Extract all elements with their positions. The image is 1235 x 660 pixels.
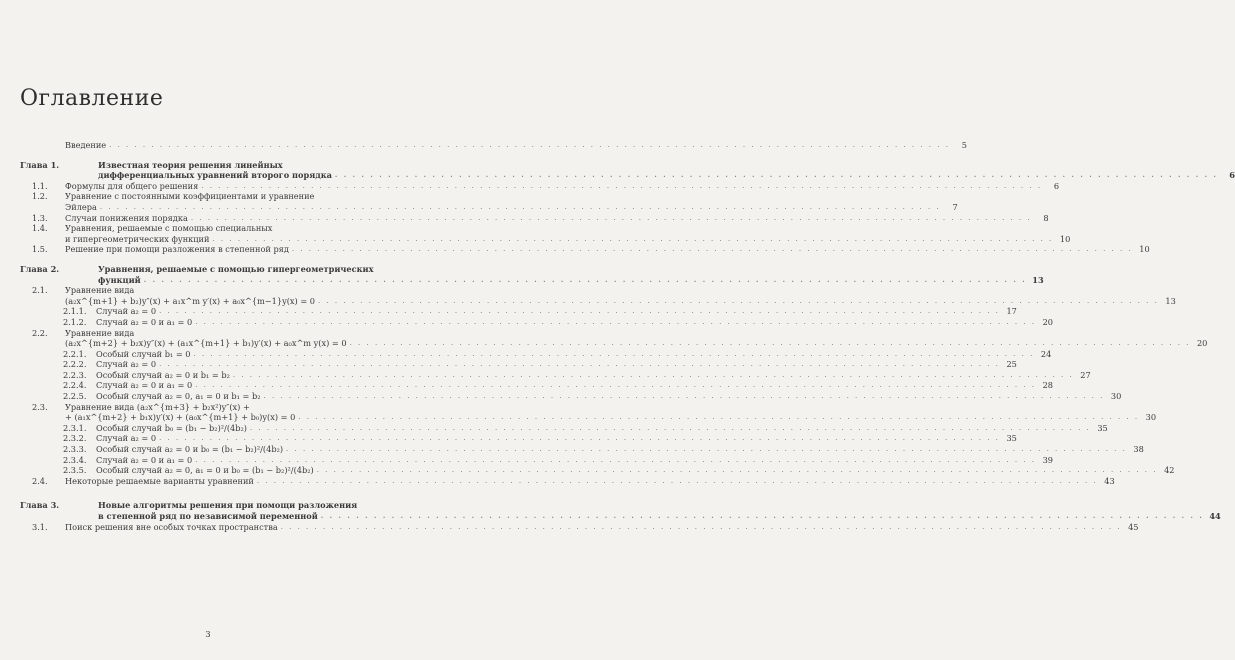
toc-formula: (a₂x^{m+1} + b₂)y″(x) + a₁x^m y′(x) + a₀x^{m−1}y(x) = 0 <box>65 295 315 306</box>
toc-subsection[interactable] <box>20 465 1175 476</box>
toc-page-number: 45 <box>1128 521 1139 532</box>
toc-entry-text: Особый случай a₂ = 0, a₁ = 0 и b₀ = (b₁ − b₂)²/(4b₂) <box>96 465 314 476</box>
toc-entry-text: Введение <box>65 140 107 150</box>
toc-entry-text: Уравнения, решаемые с помощью специальных <box>65 223 273 234</box>
toc-page-number: 10 <box>1059 233 1071 244</box>
toc-subsection[interactable] <box>20 369 1091 381</box>
toc-page-number: 10 <box>1139 244 1150 255</box>
leader-dots <box>233 370 1074 381</box>
toc-subsection[interactable] <box>20 391 1122 402</box>
section-number: 2.4. <box>32 475 48 486</box>
toc-entry-text: Уравнение вида (a₂x^{m+3} + b₂x²)y″(x) + <box>65 401 250 412</box>
toc-page-number: 17 <box>1006 306 1017 317</box>
toc-page-number: 20 <box>1042 316 1053 327</box>
page-number-footer: 3 <box>205 630 211 640</box>
toc-page-number: 44 <box>1209 511 1221 521</box>
subsection-number: 2.3.5. <box>63 465 87 476</box>
toc-section[interactable] <box>20 475 1115 487</box>
leader-dots <box>159 306 1000 317</box>
toc-entry-text: Некоторые решаемые варианты уравнений <box>65 475 254 486</box>
toc-section-continuation[interactable] <box>20 233 1071 245</box>
chapter-number: Глава 2. <box>20 263 60 274</box>
toc-section[interactable] <box>20 285 376 296</box>
section-number: 1.4. <box>32 223 48 234</box>
leader-dots <box>195 380 1036 391</box>
toc-section[interactable] <box>20 223 376 234</box>
toc-page-number: 8 <box>1043 212 1049 223</box>
toc-page-number: 39 <box>1042 454 1053 465</box>
leader-dots <box>264 391 1105 402</box>
toc-intro[interactable] <box>20 140 967 151</box>
leader-dots <box>317 465 1158 476</box>
toc-formula: + (a₁x^{m+2} + b₁x)y′(x) + (a₀x^{m+1} + b₀)y(x) = 0 <box>65 412 296 423</box>
chapter-title-line: дифференциальных уравнений второго порядка <box>98 170 332 181</box>
subsection-number: 2.1.1. <box>63 306 87 317</box>
leader-dots <box>335 170 1218 181</box>
leader-dots <box>159 433 1000 444</box>
chapter-title-line: в степенной ряд по независимой переменной <box>98 511 318 521</box>
section-number: 1.5. <box>32 244 48 255</box>
toc-subsection[interactable] <box>20 422 1108 434</box>
toc-formula-line[interactable] <box>20 338 1208 349</box>
toc-entry-text: Особый случай a₂ = 0 и b₀ = (b₁ − b₂)²/(4b₂) <box>96 444 284 455</box>
toc-section[interactable] <box>20 212 1049 224</box>
toc-page-number: 6 <box>1229 170 1235 181</box>
toc-entry-text: и гипергеометрических функций <box>65 233 210 244</box>
leader-dots <box>212 234 1053 245</box>
leader-dots <box>195 455 1036 466</box>
toc-page-number: 6 <box>1053 180 1060 191</box>
subsection-number: 2.2.1. <box>63 348 87 359</box>
toc-page-number: 28 <box>1042 380 1053 391</box>
toc-page-number: 42 <box>1164 465 1175 476</box>
toc-entry-text: Эйлера <box>65 201 97 212</box>
toc-formula: (a₂x^{m+2} + b₂x)y″(x) + (a₁x^{m+1} + b₁)y′(x) + a₀x^m y(x) = 0 <box>65 338 347 349</box>
toc-chapter-1[interactable] <box>20 159 1235 181</box>
leader-dots <box>350 338 1191 349</box>
toc-page-number: 30 <box>1145 412 1157 423</box>
chapter-title-line: Известная теория решения линейных <box>98 159 283 170</box>
toc-formula-line[interactable] <box>20 295 1176 307</box>
subsection-number: 2.3.4. <box>63 454 87 465</box>
subsection-number: 2.1.2. <box>63 316 87 327</box>
section-number: 2.2. <box>32 327 48 338</box>
toc-subsection[interactable] <box>20 454 1053 466</box>
toc-page-number: 13 <box>1165 295 1176 306</box>
chapter-number: Глава 3. <box>20 500 60 511</box>
toc-entry-text: Особый случай a₂ = 0 и b₁ = b₂ <box>96 369 230 380</box>
toc-subsection[interactable] <box>20 380 1053 391</box>
leader-dots <box>195 317 1036 328</box>
toc-entry-text: Случай a₂ = 0 <box>96 433 157 444</box>
toc-chapter-2[interactable] <box>20 263 1044 285</box>
toc-section[interactable] <box>20 328 376 339</box>
subsection-number: 2.3.3. <box>63 444 87 455</box>
toc-section[interactable] <box>20 180 1060 192</box>
toc-entry-text: Решение при помощи разложения в степенной ряд <box>65 244 289 255</box>
toc-subsection[interactable] <box>20 306 1017 317</box>
subsection-number: 2.2.4. <box>63 380 87 391</box>
toc-formula-line[interactable] <box>20 412 1157 423</box>
leader-dots <box>201 181 1042 192</box>
table-of-contents <box>20 140 1235 532</box>
leader-dots <box>318 296 1159 307</box>
toc-entry-text: Случай a₂ = 0 и a₁ = 0 <box>96 380 193 391</box>
toc-page-number: 35 <box>1006 433 1017 444</box>
toc-page-number: 5 <box>961 140 967 150</box>
toc-entry-text: Формулы для общего решения <box>65 180 199 191</box>
toc-section[interactable] <box>20 191 376 202</box>
toc-page-number: 35 <box>1097 422 1108 433</box>
leader-dots <box>100 202 941 213</box>
leader-dots <box>250 423 1091 434</box>
toc-page-number: 27 <box>1080 369 1091 380</box>
section-number: 2.3. <box>32 401 48 412</box>
toc-section[interactable] <box>20 402 376 413</box>
toc-page-number: 38 <box>1133 444 1144 455</box>
section-number: 1.2. <box>32 191 48 202</box>
leader-dots <box>257 476 1098 487</box>
toc-page-number: 43 <box>1104 475 1115 486</box>
toc-section-continuation[interactable] <box>20 201 958 213</box>
section-number: 2.1. <box>32 285 48 296</box>
toc-subsection[interactable] <box>20 359 1017 370</box>
leader-dots <box>191 213 1032 224</box>
toc-entry-text: Уравнение вида <box>65 327 135 338</box>
toc-entry-text: Случай a₂ = 0 и a₁ = 0 <box>96 454 193 465</box>
section-number: 1.1. <box>32 180 48 191</box>
toc-chapter-3[interactable] <box>20 500 1221 521</box>
leader-dots <box>286 444 1127 455</box>
toc-entry-text: Особый случай b₁ = 0 <box>96 348 191 359</box>
subsection-number: 2.3.1. <box>63 422 87 433</box>
page-title: Оглавление <box>20 86 164 111</box>
section-number: 3.1. <box>32 521 48 532</box>
toc-page-number: 25 <box>1006 359 1017 370</box>
toc-page-number: 7 <box>952 201 958 212</box>
toc-section[interactable] <box>20 521 1139 533</box>
leader-dots <box>144 275 1027 286</box>
chapter-title-line: функций <box>98 274 141 285</box>
toc-entry-text: Случай a₂ = 0 <box>96 306 157 317</box>
toc-subsection[interactable] <box>20 444 1144 455</box>
leader-dots <box>298 412 1139 423</box>
subsection-number: 2.3.2. <box>63 433 87 444</box>
toc-entry-text: Особый случай b₀ = (b₁ − b₂)²/(4b₂) <box>96 422 247 433</box>
section-number: 1.3. <box>32 212 48 223</box>
subsection-number: 2.2.5. <box>63 391 87 402</box>
toc-entry-text: Случай a₂ = 0 и a₁ = 0 <box>96 316 193 327</box>
toc-entry-text: Поиск решения вне особых точках пространства <box>65 521 278 532</box>
subsection-number: 2.2.2. <box>63 359 87 370</box>
chapter-number: Глава 1. <box>20 159 60 170</box>
leader-dots <box>321 511 1204 522</box>
toc-page-number: 13 <box>1032 274 1044 285</box>
toc-entry-text: Уравнение вида <box>65 285 135 296</box>
toc-subsection[interactable] <box>20 316 1053 328</box>
toc-page-number: 30 <box>1110 391 1122 402</box>
toc-subsection[interactable] <box>20 348 1052 360</box>
leader-dots <box>281 522 1122 533</box>
leader-dots <box>159 359 1000 370</box>
subsection-number: 2.2.3. <box>63 369 87 380</box>
toc-page-number: 24 <box>1040 348 1052 359</box>
chapter-title-line: Новые алгоритмы решения при помощи разложения <box>98 500 358 511</box>
toc-page-number: 20 <box>1196 338 1208 349</box>
leader-dots <box>194 349 1035 360</box>
toc-entry-text: Случаи понижения порядка <box>65 212 188 223</box>
leader-dots <box>109 140 950 151</box>
toc-section[interactable] <box>20 244 1150 255</box>
toc-entry-text: Уравнение с постоянными коэффициентами и уравнение <box>65 191 315 202</box>
toc-subsection[interactable] <box>20 433 1017 444</box>
leader-dots <box>292 244 1133 255</box>
toc-entry-text: Особый случай a₂ = 0, a₁ = 0 и b₁ = b₂ <box>96 391 261 402</box>
chapter-title-line: Уравнения, решаемые с помощью гипергеометрических <box>98 263 374 274</box>
toc-entry-text: Случай a₂ = 0 <box>96 359 157 370</box>
